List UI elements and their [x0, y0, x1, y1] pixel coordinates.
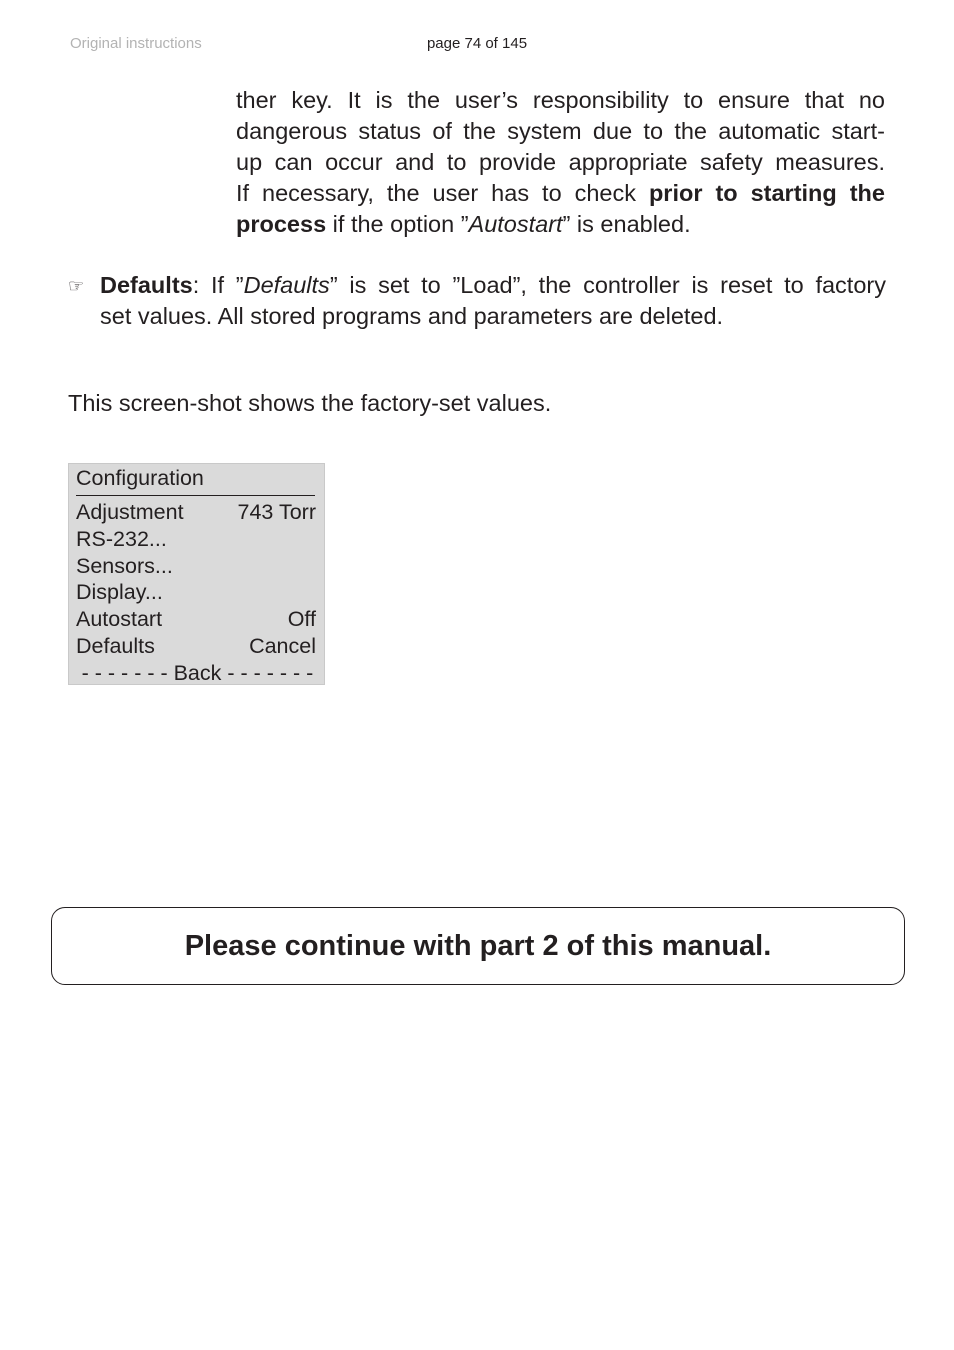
menu-row-autostart: [76, 606, 316, 633]
bold-text: prior to starting the: [648, 180, 885, 206]
menu-row-sensors: [76, 553, 316, 580]
header-left-label: Original instructions: [70, 35, 202, 52]
pointing-hand-icon: ☞: [68, 276, 85, 296]
text-line: [100, 270, 886, 301]
menu-label: RS-232...: [76, 526, 167, 551]
italic-text: Autostart: [468, 211, 563, 237]
menu-label: Defaults: [76, 633, 155, 658]
text-run: : If ”: [192, 272, 244, 298]
screenshot-caption: This screen-shot shows the factory-set values.: [68, 390, 552, 416]
text-line: up can occur and to provide appropriate safety measures.: [236, 149, 885, 175]
menu-row-defaults: [76, 633, 316, 660]
autostart-continuation-paragraph: [236, 85, 885, 240]
menu-label: Adjustment: [76, 500, 184, 524]
menu-label: Autostart: [76, 607, 163, 632]
text-line: [236, 209, 885, 240]
configuration-screen: [68, 463, 325, 685]
continue-notice-box: [51, 907, 905, 985]
screen-title: Configuration: [76, 466, 204, 490]
text-run: if the option ”: [326, 211, 469, 237]
text-line: set values. All stored programs and parameters are deleted.: [100, 303, 724, 329]
text-run: ” is set to ”Load”, the controller is reset to factory: [329, 272, 886, 298]
menu-row-rs232: [76, 526, 316, 553]
bold-text: process: [236, 211, 327, 237]
menu-list: [76, 499, 316, 660]
continue-notice-text: Please continue with part 2 of this manual.: [184, 929, 772, 962]
menu-value: 743 Torr: [237, 500, 316, 524]
menu-row-display: [76, 579, 316, 606]
title-divider: [76, 495, 315, 496]
menu-row-adjustment: [76, 499, 316, 526]
bold-text: Defaults: [100, 272, 193, 298]
page-number: page 74 of 145: [426, 35, 528, 52]
defaults-description: [100, 270, 886, 332]
text-line: [236, 178, 885, 209]
menu-label: Sensors...: [76, 553, 173, 578]
text-run: ” is enabled.: [562, 211, 691, 237]
back-row: - - - - - - - Back - - - - - - -: [81, 661, 314, 685]
italic-text: Defaults: [243, 272, 330, 298]
text-line: ther key. It is the user’s responsibility to ensure that no: [236, 87, 885, 113]
menu-label: Display...: [76, 580, 163, 605]
menu-value: Off: [287, 607, 316, 632]
menu-value: Cancel: [249, 633, 316, 658]
text-run: If necessary, the user has to check: [236, 180, 649, 206]
text-line: dangerous status of the system due to the automatic start-: [236, 118, 885, 144]
